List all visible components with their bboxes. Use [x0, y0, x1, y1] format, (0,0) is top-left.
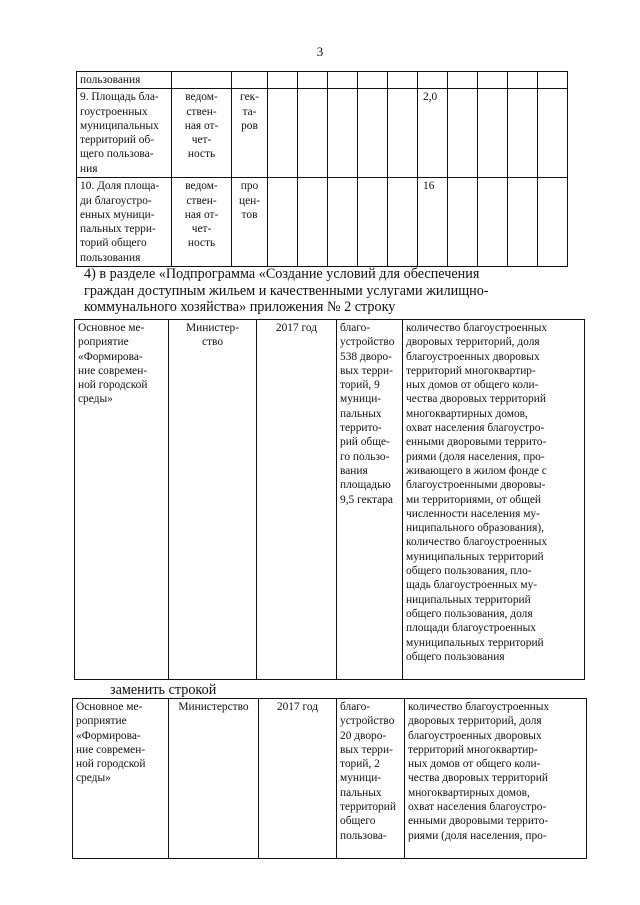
old-row-table — [74, 319, 585, 680]
unit: гек- та- ров — [232, 89, 268, 178]
measure-name: Основное ме- роприятие «Формирова- ние современ- ной городской среды» — [75, 320, 169, 680]
indicator-value: 16 — [423, 180, 435, 193]
indicator-name: 10. Доля площа- ди благоустро- енных муници- пальных терри- торий общего пользования — [77, 178, 172, 267]
indicators-list: количество благоустроенных дворовых территорий, доля благоустроенных дворовых территорий многоквартир- ных домов от общего коли- чества дворовых территорий многоквартирных домов, охват населения благоустро- енными дворовыми террито- риями (доля населения, про- — [405, 699, 587, 859]
year: 2017 год — [257, 320, 337, 680]
indicator-value: 2,0 — [423, 91, 438, 104]
table-row — [73, 699, 587, 859]
measure-name: Основное ме- роприятие «Формирова- ние современ- ной городской среды» — [73, 699, 169, 859]
table-row — [77, 178, 568, 267]
amendment-paragraph: 4) в разделе «Подпрограмма «Создание условий для обеспечения граждан доступным жильем и качественными услугами жилищно- коммунального хозяйства» приложения № 2 строку — [84, 266, 489, 316]
table-row — [77, 89, 568, 178]
unit: про цен- тов — [232, 178, 268, 267]
data-source: ведом- ствен- ная от- чет- ность — [172, 178, 232, 267]
indicators-table — [76, 71, 568, 267]
table-row — [75, 320, 585, 680]
executor: Министер- ство — [169, 320, 257, 680]
result: благо- устройство 538 дворо- вых терри- торий, 9 муници- пальных террито- рий обще- го пользо- вания площадью 9,5 гектара — [337, 320, 403, 680]
executor: Министерство — [169, 699, 259, 859]
indicators-list: количество благоустроенных дворовых территорий, доля благоустроенных дворовых территорий многоквартир- ных домов от общего коли- чества дворовых территорий многоквартирных домов, охват населения благоустро- енными дворовыми террито- риями (доля населения, про- живающего в жилом фонде с благоустроенными дворовы- ми территориями, от общей численности населения му- ниципального образования), количество благоустроенных муниципальных территорий общего пользования, пло- щадь благоустроенных му- ниципальных территорий общего пользования, доля площади благоустроенных муниципальных территорий общего пользования — [403, 320, 585, 680]
year: 2017 год — [259, 699, 337, 859]
result: благо- устройство 20 дворо- вых терри- торий, 2 муници- пальных территорий общего пользова- — [337, 699, 405, 859]
carry-over-cell: пользования — [77, 72, 172, 89]
data-source: ведом- ствен- ная от- чет- ность — [172, 89, 232, 178]
table-row — [77, 72, 568, 89]
new-row-table — [72, 698, 587, 859]
page-number: 3 — [316, 44, 324, 59]
replace-label: заменить строкой — [110, 682, 217, 698]
indicator-name: 9. Площадь бла- гоустроенных муниципальных территорий об- щего пользова- ния — [77, 89, 172, 178]
